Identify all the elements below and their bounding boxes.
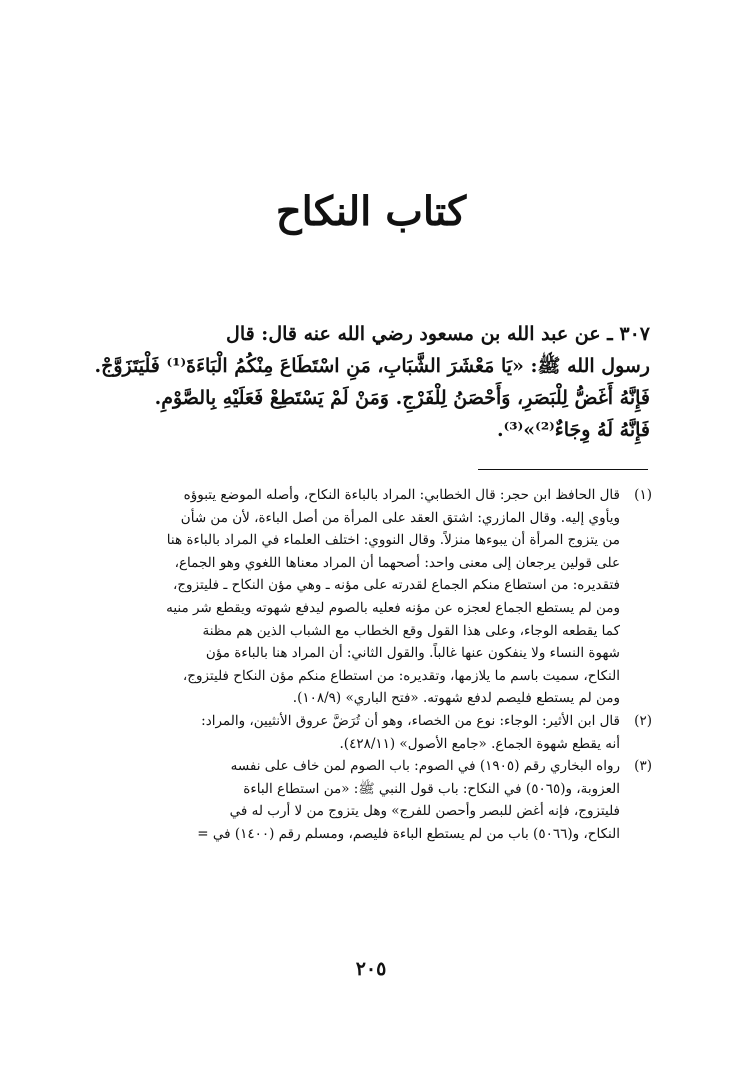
footnote-line: أنه يقطع شهوة الجماع. «جامع الأصول» (٤٢٨/١١). <box>339 735 620 752</box>
footnote-line: ومن لم يستطع الجماع لعجزه عن مؤنه فعليه بالصوم ليدفع شهوته ويقطع شر منيه <box>166 599 620 616</box>
hadith-line: ٣٠٧ ـ عن عبد الله بن مسعود رضي الله عنه قال: قال <box>226 323 650 345</box>
footnote-separator <box>478 469 648 470</box>
hadith-line: فَإِنَّهُ لَهُ وِجَاءٌ⁽²⁾»⁽³⁾. <box>497 419 650 441</box>
footnote-line: النكاح، و(٥٠٦٦) باب من لم يستطع الباءة فليصم، ومسلم رقم (١٤٠٠) في = <box>197 825 620 842</box>
footnote-line: شهوة النساء ولا ينفكون عنها غالباً. والقول الثاني: أن المراد هنا بالباءة مؤن <box>205 645 620 662</box>
chapter-title: كتاب النكاح <box>275 188 467 235</box>
footnote-line: النكاح، سميت باسم ما يلازمها، وتقديره: من استطاع منكم مؤن النكاح فليتزوج، <box>182 667 620 684</box>
hadith-text <box>90 318 650 446</box>
footnote-3 <box>100 755 652 845</box>
footnote-line: ومن لم يستطع فليصم لدفع شهوته. «فتح الباري» (١٠٨/٩). <box>292 690 620 707</box>
footnote-number: (٣) <box>634 758 652 775</box>
footnote-line: من يتزوج المرأة أن يبوءها منزلاً. وقال النووي: اختلف العلماء في المراد بالباءة هنا <box>166 532 620 549</box>
footnote-line: فليتزوج، فإنه أغض للبصر وأحصن للفرج» وهل يتزوج من لا أرب له في <box>229 803 620 820</box>
footnote-2 <box>100 710 652 755</box>
footnote-number: (١) <box>634 487 652 503</box>
page-number: ٢٠٥ <box>355 958 387 980</box>
footnote-line: ويأوي إليه. وقال المازري: اشتق العقد على المرأة من أصل الباءة، لأن من شأن <box>180 509 620 526</box>
hadith-line: فَإِنَّهُ أَغَضُّ لِلْبَصَرِ، وَأَحْصَنُ لِلْفَرْجِ. وَمَنْ لَمْ يَسْتَطِعْ فَعَلَيْهِ بِالصَّوْمِ. <box>154 387 650 409</box>
footnote-line: رواه البخاري رقم (١٩٠٥) في الصوم: باب الصوم لمن خاف على نفسه <box>230 758 620 775</box>
footnote-line: فتقديره: من استطاع منكم الجماع لقدرته على مؤنه ـ وهي مؤن النكاح ـ فليتزوج، <box>172 577 620 594</box>
footnote-line: قال الحافظ ابن حجر: قال الخطابي: المراد بالباءة النكاح، وأصله الموضع يتبوؤه <box>183 487 620 503</box>
footnotes <box>100 484 652 846</box>
footnote-1 <box>100 484 652 710</box>
footnote-line: العزوبة، و(٥٠٦٥) في النكاح: باب قول النبي ﷺ: «من استطاع الباءة <box>243 780 620 797</box>
footnote-line: قال ابن الأثير: الوجاء: نوع من الخصاء، وهو أن تُرَضَّ عروق الأنثيين، والمراد: <box>201 712 620 729</box>
footnote-line: على قولين يرجعان إلى معنى واحد: أصحهما أن المراد معناها اللغوي وهو الجماع، <box>174 554 620 571</box>
footnote-line: كما يقطعه الوجاء، وعلى هذا القول وقع الخطاب مع الشباب الذين هم مظنة <box>202 622 620 639</box>
footnote-number: (٢) <box>634 712 652 729</box>
hadith-line: رسول الله ﷺ: «يَا مَعْشَرَ الشَّبَابِ، مَنِ اسْتَطَاعَ مِنْكُمُ الْبَاءَةَ⁽¹⁾ فَلْيَتَزَوَّجْ. <box>94 355 650 377</box>
